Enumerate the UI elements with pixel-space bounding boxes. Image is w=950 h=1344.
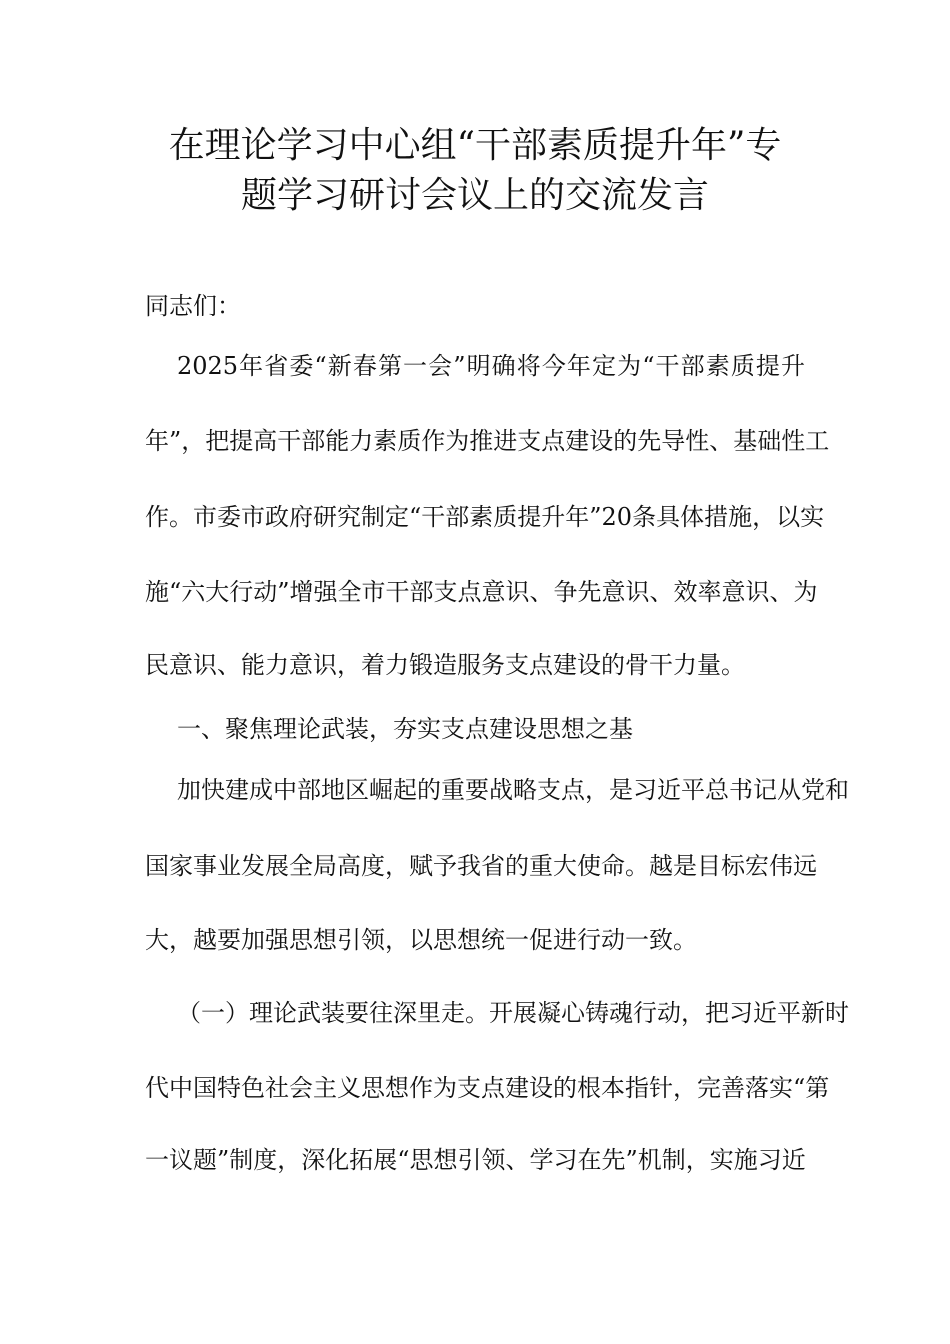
paragraph-line: 一议题”制度，深化拓展“思想引领、学习在先”机制，实施习近	[145, 1146, 806, 1174]
paragraph-line: 大，越要加强思想引领，以思想统一促进行动一致。	[145, 926, 697, 954]
paragraph-line: 加快建成中部地区崛起的重要战略支点，是习近平总书记从党和	[177, 776, 849, 804]
paragraph-line: 民意识、能力意识，着力锻造服务支点建设的骨干力量。	[145, 651, 745, 679]
paragraph-line: 作。市委市政府研究制定“干部素质提升年”20条具体措施，以实	[145, 503, 825, 531]
title-line-2: 题学习研讨会议上的交流发言	[240, 175, 709, 216]
paragraph-line: （一）理论武装要往深里走。开展凝心铸魂行动，把习近平新时	[177, 999, 849, 1027]
paragraph-line: 2025年省委“新春第一会”明确将今年定为“干部素质提升	[177, 352, 805, 380]
paragraph-line: 国家事业发展全局高度，赋予我省的重大使命。越是目标宏伟远	[145, 852, 817, 880]
paragraph-line: 代中国特色社会主义思想作为支点建设的根本指针，完善落实“第	[145, 1074, 830, 1102]
salutation: 同志们：	[145, 292, 241, 320]
paragraph-line: 施“六大行动”增强全市干部支点意识、争先意识、效率意识、为	[145, 578, 818, 606]
section-heading: 一、聚焦理论武装，夯实支点建设思想之基	[177, 715, 633, 743]
title-line-1: 在理论学习中心组“干部素质提升年”专	[168, 125, 782, 166]
paragraph-line: 年”，把提高干部能力素质作为推进支点建设的先导性、基础性工	[145, 427, 830, 455]
